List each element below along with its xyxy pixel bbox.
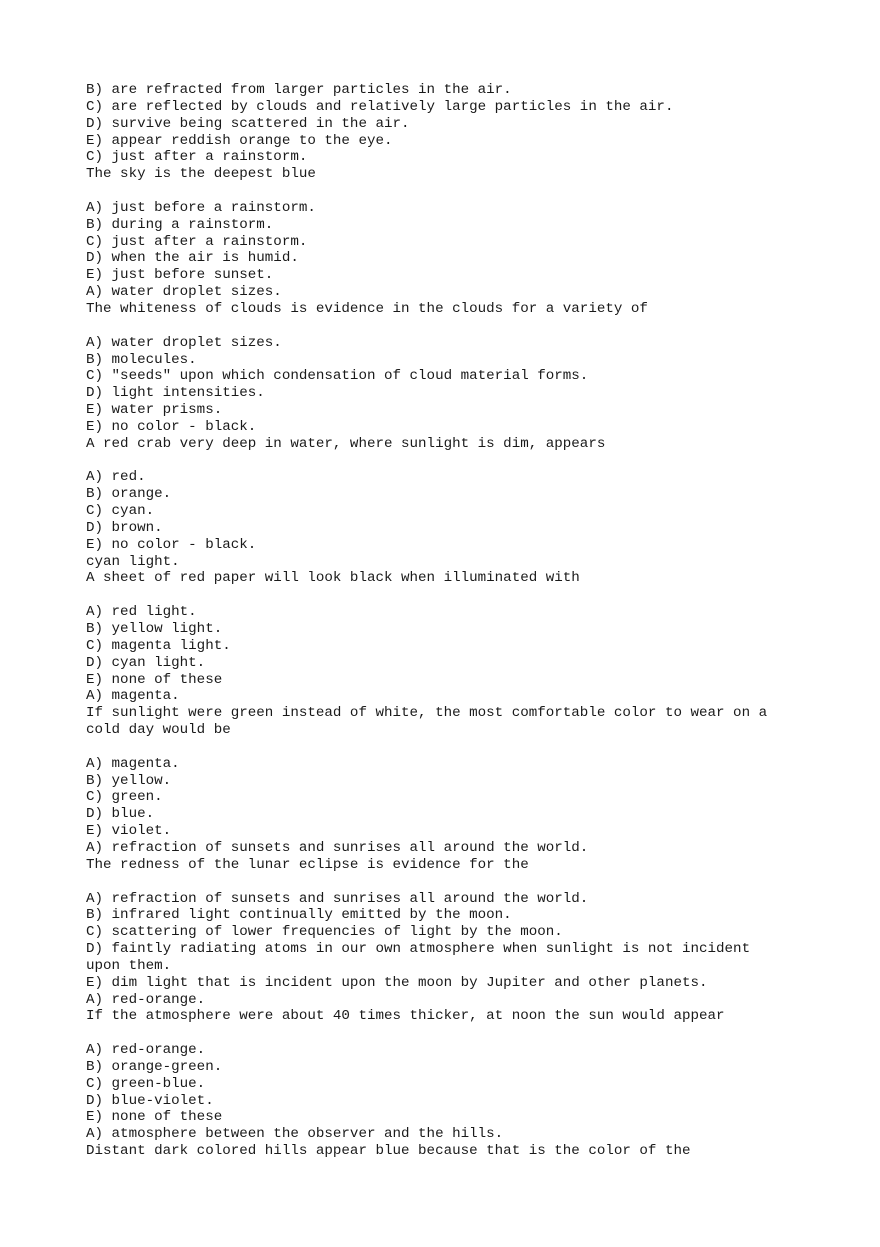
text-line: E) violet.	[86, 823, 172, 840]
text-line: E) no color - black.	[86, 536, 257, 553]
document-page	[86, 82, 806, 1160]
text-line: The sky is the deepest blue	[86, 166, 316, 183]
text-line: E) none of these	[86, 671, 223, 688]
text-line: A) atmosphere between the observer and the hills.	[86, 1126, 504, 1143]
blank-line	[86, 183, 806, 200]
blank-line	[86, 1025, 806, 1042]
text-line: A) water droplet sizes.	[86, 334, 282, 351]
text-line: C) "seeds" upon which condensation of cloud material forms.	[86, 368, 589, 385]
text-line: C) magenta light.	[86, 637, 231, 654]
text-line: B) during a rainstorm.	[86, 216, 274, 233]
blank-line	[86, 587, 806, 604]
text-line: D) survive being scattered in the air.	[86, 115, 410, 132]
text-line: C) just after a rainstorm.	[86, 233, 308, 250]
text-line: C) cyan.	[86, 503, 155, 520]
text-line: A) magenta.	[86, 688, 180, 705]
text-line: Distant dark colored hills appear blue because that is the color of the	[86, 1143, 691, 1160]
text-line: E) no color - black.	[86, 418, 257, 435]
text-line: upon them.	[86, 957, 172, 974]
text-line: cyan light.	[86, 553, 180, 570]
text-line: D) blue.	[86, 806, 155, 823]
text-line: C) are reflected by clouds and relatively large particles in the air.	[86, 98, 674, 115]
text-line: C) just after a rainstorm.	[86, 149, 308, 166]
text-line: A) red-orange.	[86, 1042, 206, 1059]
text-line: E) water prisms.	[86, 402, 223, 419]
text-line: C) green.	[86, 789, 163, 806]
text-line: C) green-blue.	[86, 1075, 206, 1092]
text-line: If sunlight were green instead of white, the most comfortable color to wear on a	[86, 705, 768, 722]
text-line: B) orange.	[86, 486, 172, 503]
text-line: D) light intensities.	[86, 385, 265, 402]
text-line: B) orange-green.	[86, 1058, 223, 1075]
text-line: B) are refracted from larger particles in the air.	[86, 82, 512, 98]
text-line: B) yellow light.	[86, 621, 223, 637]
text-line: C) scattering of lower frequencies of light by the moon.	[86, 924, 563, 941]
text-line: A sheet of red paper will look black when illuminated with	[86, 570, 580, 587]
text-line: The redness of the lunar eclipse is evidence for the	[86, 856, 529, 873]
text-line: D) cyan light.	[86, 654, 206, 671]
blank-line	[86, 318, 806, 335]
text-line: A) refraction of sunsets and sunrises all around the world.	[86, 839, 589, 856]
text-line: E) appear reddish orange to the eye.	[86, 132, 393, 149]
text-line: A) red.	[86, 469, 146, 486]
text-line: B) infrared light continually emitted by the moon.	[86, 907, 512, 924]
text-line: B) molecules.	[86, 351, 197, 368]
text-line: A) red light.	[86, 604, 197, 621]
text-line: B) yellow.	[86, 772, 172, 789]
text-line: cold day would be	[86, 722, 231, 739]
blank-line	[86, 453, 806, 470]
text-line: A) magenta.	[86, 755, 180, 772]
text-line: A) just before a rainstorm.	[86, 199, 316, 216]
text-line: D) faintly radiating atoms in our own atmosphere when sunlight is not incident	[86, 941, 751, 958]
text-line: The whiteness of clouds is evidence in the clouds for a variety of	[86, 300, 648, 317]
blank-line	[86, 739, 806, 756]
text-line: A) refraction of sunsets and sunrises all around the world.	[86, 890, 589, 907]
text-line: If the atmosphere were about 40 times thicker, at noon the sun would appear	[86, 1008, 725, 1025]
text-line: D) blue-violet.	[86, 1092, 214, 1109]
text-line: E) none of these	[86, 1109, 223, 1126]
text-line: A) red-orange.	[86, 991, 206, 1008]
text-line: D) brown.	[86, 519, 163, 536]
blank-line	[86, 874, 806, 891]
text-line: D) when the air is humid.	[86, 250, 299, 267]
text-line: A) water droplet sizes.	[86, 284, 282, 301]
text-line: A red crab very deep in water, where sunlight is dim, appears	[86, 435, 606, 452]
text-line: E) just before sunset.	[86, 267, 274, 284]
text-line: E) dim light that is incident upon the moon by Jupiter and other planets.	[86, 974, 708, 991]
